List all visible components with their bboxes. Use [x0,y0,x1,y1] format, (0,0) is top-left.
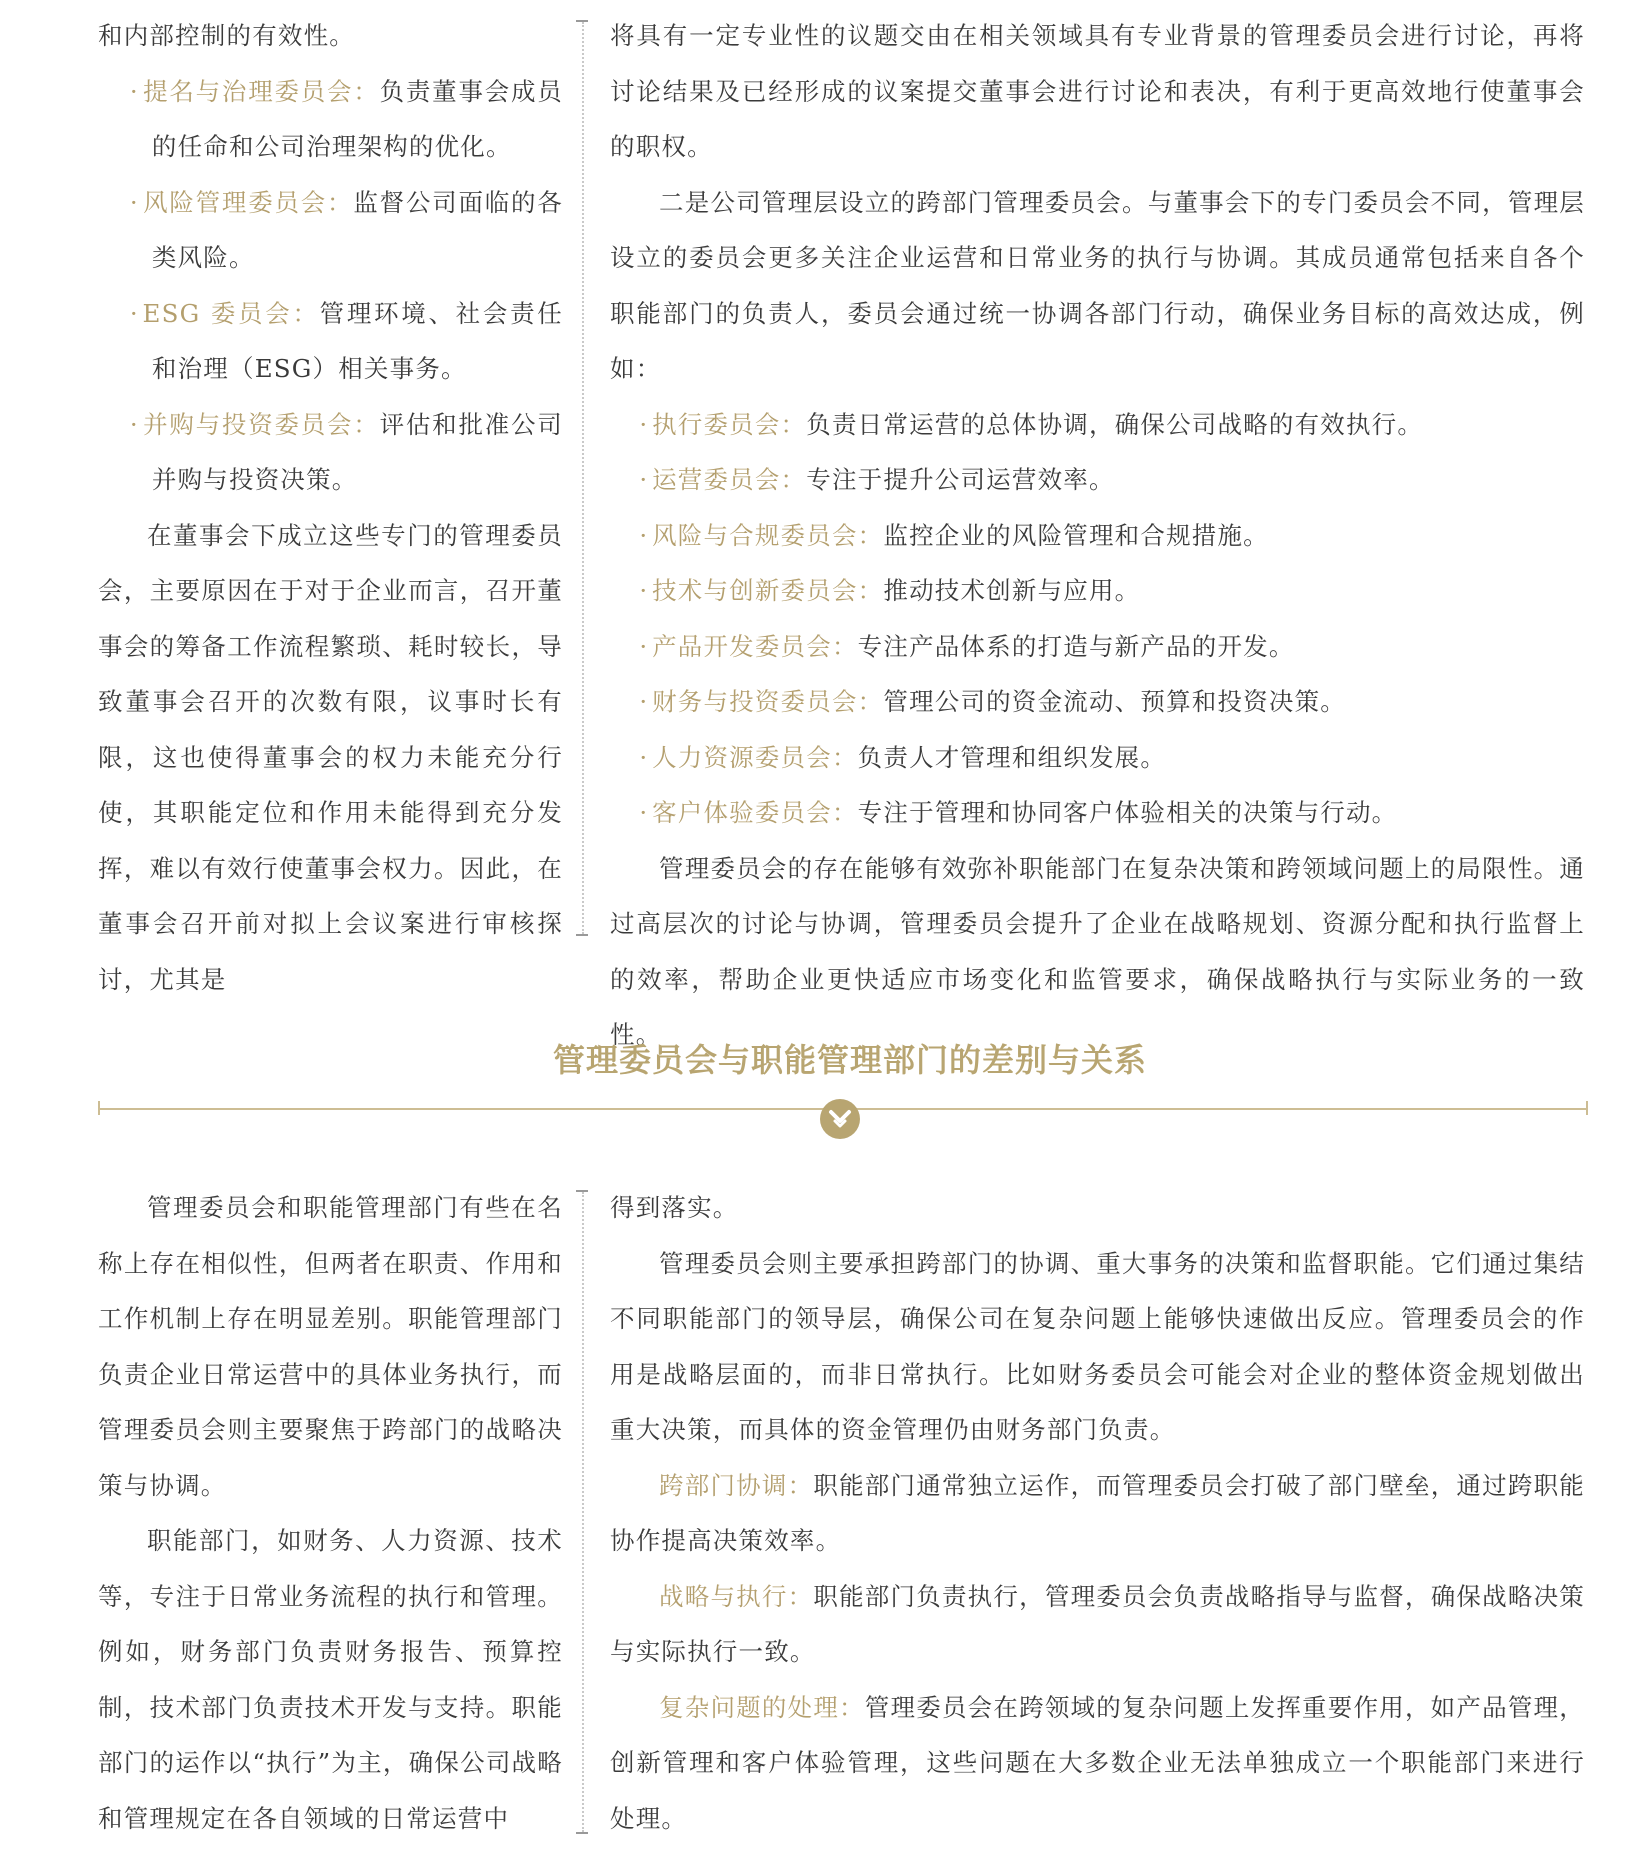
bullet-dot-icon: · [129,76,139,106]
column-divider [582,1192,584,1832]
section2-left-column [98,1180,563,1846]
item-term: 产品开发委员会： [652,631,858,661]
item-term: 风险管理委员会： [142,187,354,217]
bullet-dot-icon: · [639,409,649,439]
chevron-down-icon [820,1099,860,1139]
bullet-dot-icon: · [639,465,649,494]
divider-cap-bottom [576,1832,588,1834]
paragraph: 在董事会下成立这些专门的管理委员会，主要原因在于对于企业而言，召开董事会的筹备工作流程繁琐、耗时较长，导致董事会召开的次数有限，议事时长有限，这也使得董事会的权力未能充分行使，其职能定位和作用未能得到充分发挥，难以有效行使董事会权力。因此，在董事会召开前对拟上会议案进行审核探讨，尤其是 [98,520,563,994]
section-title: 管理委员会与职能管理部门的差别与关系 [552,1041,1147,1079]
section1-right-column [610,8,1585,1063]
item-term: 技术与创新委员会： [652,576,884,605]
section1-left-column [98,8,563,1007]
bullet-dot-icon: · [639,631,649,661]
item-term: ESG 委员会： [142,298,320,328]
term-paragraph [610,1458,1585,1569]
term-label: 战略与执行： [659,1581,814,1611]
item-desc: 负责日常运营的总体协调，确保公司战略的有效执行。 [806,409,1424,439]
item-desc: 评估和批准公司并购与投资决策。 [151,409,563,494]
bullet-dot-icon: · [129,298,139,328]
item-desc: 专注于提升公司运营效率。 [806,465,1115,494]
term-desc: 职能部门负责执行，管理委员会负责战略指导与监督，确保战略决策与实际执行一致。 [610,1581,1586,1666]
paragraph: 二是公司管理层设立的跨部门管理委员会。与董事会下的专门委员会不同，管理层设立的委员会更多关注企业运营和日常业务的执行与协调。其成员通常包括来自各个职能部门的负责人，委员会通过统一协调各部门行动，确保业务目标的高效达成，例如： [610,187,1585,383]
list-item [610,730,1585,786]
item-term: 并购与投资委员会： [142,409,380,439]
item-desc: 监督公司面临的各类风险。 [151,187,563,272]
item-term: 客户体验委员会： [652,798,858,827]
item-desc: 管理环境、社会责任和治理（ESG）相关事务。 [151,298,563,383]
paragraph: 和内部控制的有效性。 [98,21,355,50]
bullet-dot-icon: · [129,409,139,439]
item-term: 运营委员会： [652,465,807,494]
item-desc: 负责董事会成员的任命和公司治理架构的优化。 [151,76,563,161]
item-desc: 负责人才管理和组织发展。 [857,742,1167,772]
item-term: 风险与合规委员会： [652,520,884,550]
list-item [610,785,1585,841]
term-label: 复杂问题的处理： [659,1692,865,1722]
item-desc: 管理公司的资金流动、预算和投资决策。 [883,687,1346,716]
paragraph: 管理委员会则主要承担跨部门的协调、重大事务的决策和监督职能。它们通过集结不同职能部门的领导层，确保公司在复杂问题上能够快速做出反应。管理委员会的作用是战略层面的，而非日常执行。比如财务委员会可能会对企业的整体资金规划做出重大决策，而具体的资金管理仍由财务部门负责。 [610,1248,1585,1444]
list-item [610,508,1585,564]
bullet-dot-icon: · [129,187,139,217]
divider-cap-top [576,20,588,22]
paragraph: 得到落实。 [610,1193,739,1222]
list-item [98,397,563,508]
divider-cap-bottom [576,934,588,936]
item-desc: 监控企业的风险管理和合规措施。 [883,520,1269,550]
bullet-dot-icon: · [639,520,649,550]
paragraph: 管理委员会和职能管理部门有些在名称上存在相似性，但两者在职责、作用和工作机制上存在明显差别。职能管理部门负责企业日常运营中的具体业务执行，而管理委员会则主要聚焦于跨部门的战略决策与协调。 [98,1193,563,1500]
item-desc: 推动技术创新与应用。 [883,576,1141,605]
divider-cap-left [98,1101,100,1115]
term-paragraph [610,1680,1585,1847]
list-item [98,64,563,175]
section2-right-column [610,1180,1585,1846]
column-divider [582,22,584,934]
list-item [610,397,1585,453]
list-item [98,286,563,397]
divider-cap-right [1586,1101,1588,1115]
term-desc: 管理委员会在跨领域的复杂问题上发挥重要作用，如产品管理，创新管理和客户体验管理，这些问题在大多数企业无法单独成立一个职能部门来进行处理。 [610,1692,1585,1833]
list-item [610,674,1585,730]
list-item [610,619,1585,675]
item-term: 提名与治理委员会： [142,76,380,106]
term-desc: 职能部门通常独立运作，而管理委员会打破了部门壁垒，通过跨职能协作提高决策效率。 [610,1470,1586,1555]
paragraph: 将具有一定专业性的议题交由在相关领域具有专业背景的管理委员会进行讨论，再将讨论结果及已经形成的议案提交董事会进行讨论和表决，有利于更高效地行使董事会的职权。 [610,21,1585,161]
item-term: 人力资源委员会： [652,742,858,772]
bullet-dot-icon: · [639,798,649,827]
item-term: 财务与投资委员会： [652,687,884,716]
term-label: 跨部门协调： [659,1470,814,1500]
term-paragraph [610,1569,1585,1680]
list-item [610,563,1585,619]
item-term: 执行委员会： [652,409,807,439]
list-item [98,175,563,286]
divider-cap-top [576,1190,588,1192]
bullet-dot-icon: · [639,576,649,605]
bullet-dot-icon: · [639,687,649,716]
paragraph: 职能部门，如财务、人力资源、技术等，专注于日常业务流程的执行和管理。例如，财务部门负责财务报告、预算控制，技术部门负责技术开发与支持。职能部门的运作以“执行”为主，确保公司战略和管理规定在各自领域的日常运营中 [98,1526,563,1833]
bullet-dot-icon: · [639,742,649,772]
paragraph: 管理委员会的存在能够有效弥补职能部门在复杂决策和跨领域问题上的局限性。通过高层次的讨论与协调，管理委员会提升了企业在战略规划、资源分配和执行监督上的效率，帮助企业更快适应市场变化和监管要求，确保战略执行与实际业务的一致性。 [610,853,1585,1049]
item-desc: 专注产品体系的打造与新产品的开发。 [857,631,1295,661]
list-item [610,452,1585,508]
item-desc: 专注于管理和协同客户体验相关的决策与行动。 [857,798,1398,827]
